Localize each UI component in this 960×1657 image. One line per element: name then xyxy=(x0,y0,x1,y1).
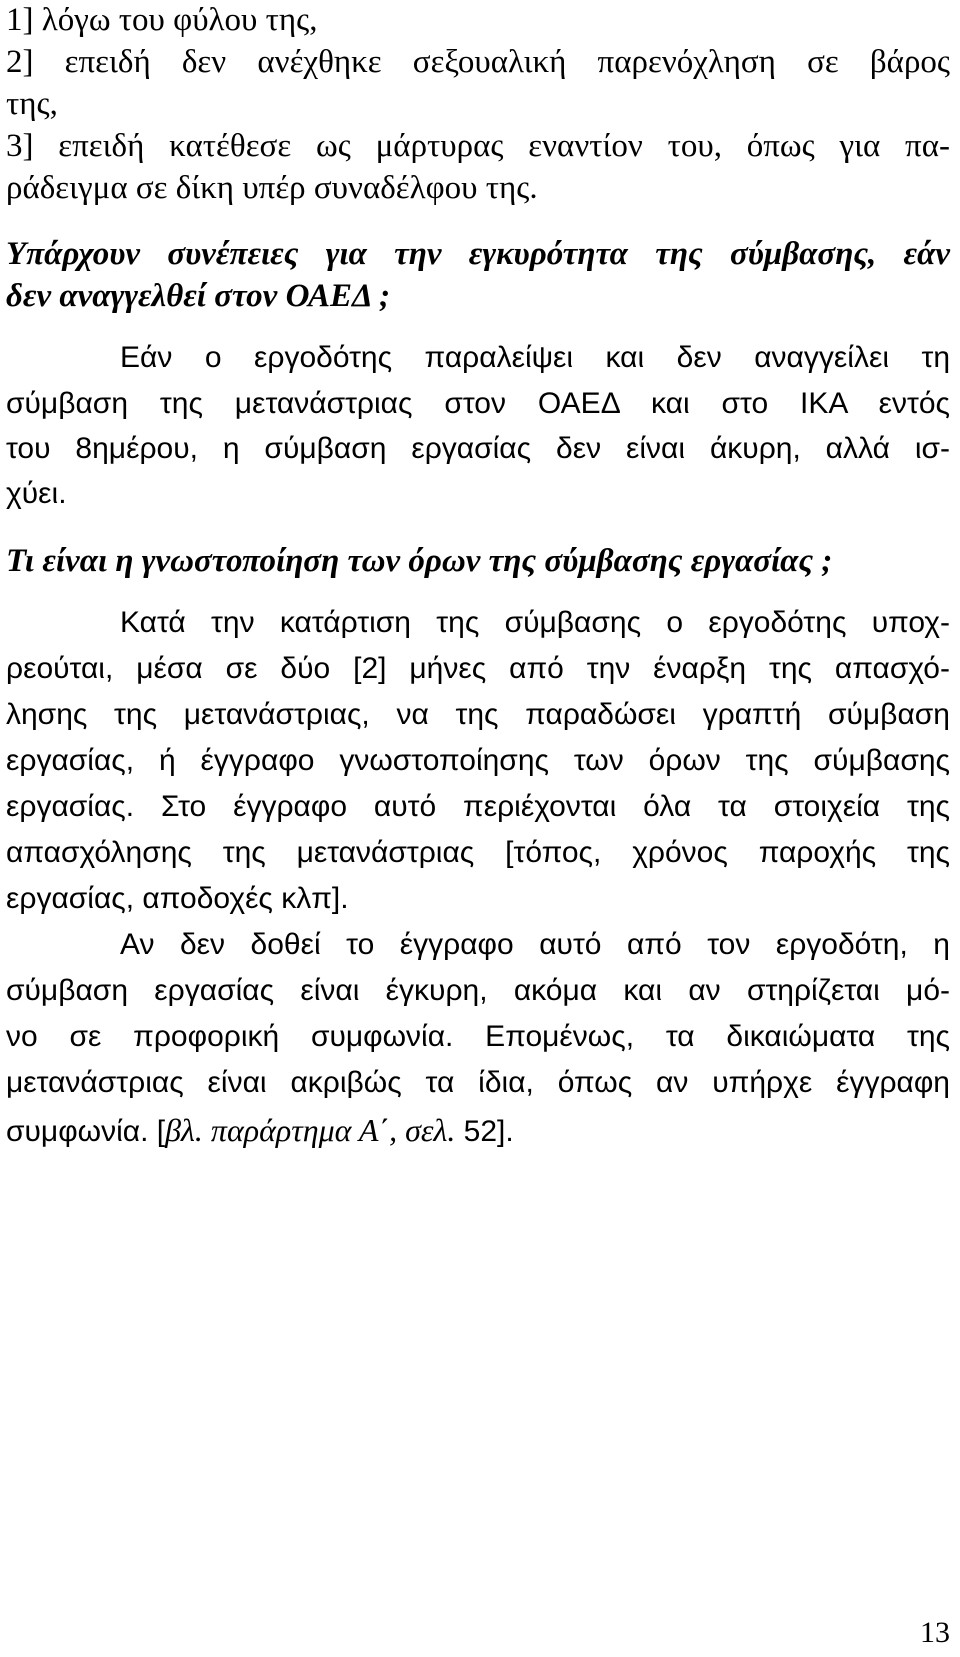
answer-1-line-1: Εάν ο εργοδότης παραλείψει και δεν αναγγείλει τη xyxy=(120,341,950,374)
answer-2-line-8: Αν δεν δοθεί το έγγραφο αυτό από τον εργοδότη, η xyxy=(120,928,950,961)
list-item-3: 3] επειδή κατέθεσε ως μάρτυρας εναντίον του, όπως για πα- xyxy=(6,128,950,164)
answer-1-line-4: χύει. xyxy=(6,477,67,510)
answer-1-line-3: του 8ημέρου, η σύμβαση εργασίας δεν είναι άκυρη, αλλά ισ- xyxy=(6,432,950,465)
list-item-3-continuation: ράδειγμα σε δίκη υπέρ συναδέλφου της. xyxy=(6,170,538,206)
answer-2-line-3: λησης της μετανάστριας, να της παραδώσει γραπτή σύμβαση xyxy=(6,698,950,731)
answer-2-line-11: μετανάστριας είναι ακριβώς τα ίδια, όπως αν υπήρχε έγγραφη xyxy=(6,1066,950,1099)
answer-1-line-2: σύμβαση της μετανάστριας στον ΟΑΕΔ και στο ΙΚΑ εντός xyxy=(6,387,950,420)
list-item-1: 1] λόγω του φύλου της, xyxy=(6,2,318,38)
question-heading-1-continuation: δεν αναγγελθεί στον ΟΑΕΔ ; xyxy=(6,278,391,314)
answer-2-line-7: εργασίας, αποδοχές κλπ]. xyxy=(6,882,349,915)
answer-2-line-12-text: συμφωνία. [ xyxy=(6,1115,166,1148)
list-item-2-continuation: της, xyxy=(6,86,58,122)
answer-2-line-9: σύμβαση εργασίας είναι έγκυρη, ακόμα και αν στηρίζεται μό- xyxy=(6,974,950,1007)
answer-2-line-1: Κατά την κατάρτιση της σύμβασης ο εργοδότης υποχ- xyxy=(120,606,950,639)
answer-2-line-12-end: 52]. xyxy=(455,1115,514,1148)
list-item-2: 2] επειδή δεν ανέχθηκε σεξουαλική παρενόχληση σε βάρος xyxy=(6,44,950,80)
answer-2-line-6: απασχόλησης της μετανάστριας [τόπος, χρόνος παροχής της xyxy=(6,836,950,869)
question-heading-2: Τι είναι η γνωστοποίηση των όρων της σύμβασης εργασίας ; xyxy=(6,543,833,579)
answer-2-line-4: εργασίας, ή έγγραφο γνωστοποίησης των όρων της σύμβασης xyxy=(6,744,950,777)
answer-2-line-2: ρεούται, μέσα σε δύο [2] μήνες από την έναρξη της απασχό- xyxy=(6,652,950,685)
appendix-reference: βλ. παράρτημα Α΄, σελ. xyxy=(165,1112,456,1148)
answer-2-line-10: νο σε προφορική συμφωνία. Επομένως, τα δικαιώματα της xyxy=(6,1020,950,1053)
question-heading-1: Υπάρχουν συνέπειες για την εγκυρότητα της σύμβασης, εάν xyxy=(6,236,950,272)
answer-2-line-12 xyxy=(6,1114,514,1147)
answer-2-line-5: εργασίας. Στο έγγραφο αυτό περιέχονται όλα τα στοιχεία της xyxy=(6,790,950,823)
page-number: 13 xyxy=(920,1616,950,1649)
